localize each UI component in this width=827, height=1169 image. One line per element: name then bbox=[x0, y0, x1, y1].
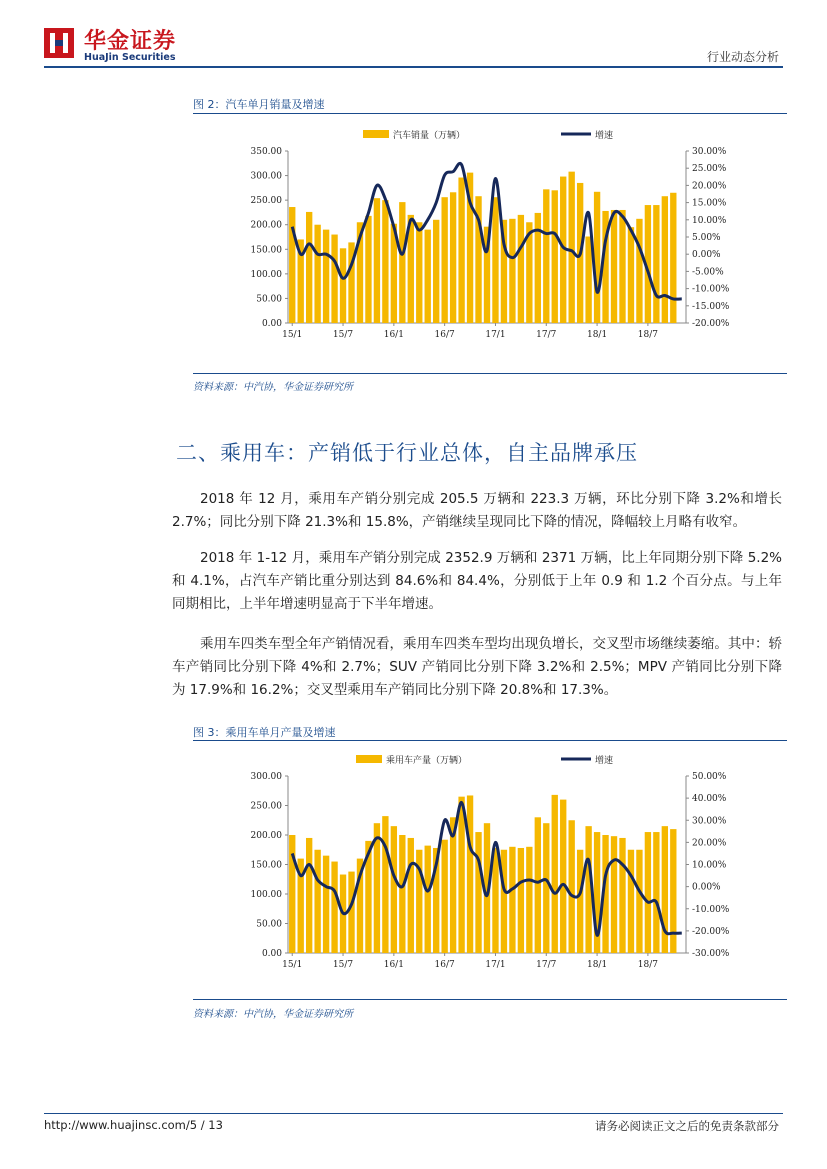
y-right-tick-label: 25.00% bbox=[692, 164, 727, 175]
bar bbox=[314, 850, 320, 953]
bar bbox=[348, 872, 354, 953]
bar bbox=[636, 219, 642, 323]
footer-url-link[interactable]: http://www.huajinsc.com/5 / 13 bbox=[44, 1118, 223, 1132]
bar bbox=[645, 832, 651, 953]
legend-label: 汽车销量（万辆） bbox=[393, 131, 466, 141]
bar bbox=[340, 248, 346, 323]
bar bbox=[518, 215, 524, 323]
brand-name-cn: 华金证券 bbox=[84, 29, 177, 54]
figure2-source-rule bbox=[193, 373, 787, 374]
bar bbox=[374, 198, 380, 323]
bar bbox=[569, 172, 575, 323]
bar bbox=[628, 850, 634, 953]
bar bbox=[569, 820, 575, 953]
y-left-tick-label: 250.00 bbox=[250, 801, 282, 812]
bar bbox=[289, 835, 295, 953]
footer-disclaimer: 请务必阅读正文之后的免责条款部分 bbox=[595, 1119, 779, 1133]
bar bbox=[501, 850, 507, 953]
y-right-tick-label: 20.00% bbox=[692, 838, 727, 849]
bar bbox=[552, 795, 558, 953]
y-left-tick-label: 0.00 bbox=[261, 319, 282, 329]
y-left-tick-label: 250.00 bbox=[250, 196, 282, 207]
legend-label: 增速 bbox=[595, 131, 614, 141]
y-right-tick-label: 20.00% bbox=[692, 181, 727, 192]
y-right-tick-label: -20.00% bbox=[692, 319, 730, 329]
legend-bar-swatch bbox=[363, 130, 389, 138]
y-right-tick-label: 10.00% bbox=[692, 860, 727, 871]
bar bbox=[441, 840, 447, 953]
bar bbox=[526, 847, 532, 953]
bar bbox=[518, 848, 524, 953]
y-right-tick-label: 0.00% bbox=[692, 250, 721, 261]
bar bbox=[382, 816, 388, 953]
bar bbox=[543, 189, 549, 323]
bar bbox=[314, 225, 320, 323]
y-left-tick-label: 300.00 bbox=[250, 171, 282, 182]
y-right-tick-label: 50.00% bbox=[692, 772, 727, 782]
bar bbox=[509, 219, 515, 323]
doc-type-label: 行业动态分析 bbox=[706, 50, 779, 64]
legend-label: 增速 bbox=[595, 756, 614, 766]
y-right-tick-label: -30.00% bbox=[692, 949, 730, 959]
bar bbox=[670, 193, 676, 323]
paragraph-2: 2018 年 1-12 月，乘用车产销分别完成 2352.9 万辆和 2371 万辆，比上年同期分别下降 5.2%和 4.1%，占汽车产销比重分别达到 84.6%和 84.4%，分别低于上年 0.9 和 1.2 个百分点。与上年同期相比，上半年增速明显高于下半年增速。 bbox=[172, 550, 782, 612]
bar bbox=[611, 210, 617, 323]
bar bbox=[408, 838, 414, 953]
bar bbox=[458, 797, 464, 953]
bar bbox=[365, 216, 371, 323]
y-right-tick-label: -20.00% bbox=[692, 926, 730, 937]
bar bbox=[628, 227, 634, 323]
y-left-tick-label: 0.00 bbox=[261, 949, 282, 959]
figure2-chart bbox=[193, 122, 787, 354]
bar bbox=[450, 817, 456, 953]
y-left-tick-label: 350.00 bbox=[250, 147, 282, 157]
figure3-source: 资料来源：中汽协，华金证券研究所 bbox=[193, 1009, 353, 1020]
paragraph-3: 乘用车四类车型全年产销情况看，乘用车四类车型均出现负增长，交叉型市场继续萎缩。其中：轿车产销同比分别下降 4%和 2.7%；SUV 产销同比分别下降 3.2%和 2.5%；MPV 产销同比分别下降为 17.9%和 16.2%；交叉型乘用车产销同比分别下降 20.8%和 17.3%。 bbox=[172, 636, 782, 698]
bar bbox=[619, 210, 625, 323]
bar bbox=[425, 230, 431, 323]
bar bbox=[662, 196, 668, 323]
bar bbox=[467, 795, 473, 953]
huajin-logo-icon bbox=[44, 28, 74, 58]
x-tick-label: 15/7 bbox=[332, 960, 354, 970]
x-tick-label: 16/1 bbox=[383, 960, 404, 970]
bar bbox=[458, 178, 464, 323]
x-tick-label: 16/7 bbox=[434, 330, 455, 340]
y-right-tick-label: 10.00% bbox=[692, 215, 727, 226]
y-left-tick-label: 100.00 bbox=[250, 269, 282, 280]
bar bbox=[323, 230, 329, 323]
y-right-tick-label: -15.00% bbox=[692, 301, 730, 312]
bar bbox=[636, 850, 642, 953]
y-right-tick-label: 40.00% bbox=[692, 794, 727, 805]
y-right-tick-label: 0.00% bbox=[692, 882, 721, 893]
figure2-caption-rule bbox=[193, 113, 787, 114]
bar bbox=[653, 205, 659, 323]
y-right-tick-label: -5.00% bbox=[692, 267, 724, 278]
section-title: 二、乘用车：产销低于行业总体，自主品牌承压 bbox=[176, 441, 638, 465]
x-tick-label: 17/7 bbox=[536, 330, 557, 340]
bar bbox=[475, 832, 481, 953]
brand-name-en: HuaJin Securities bbox=[84, 52, 176, 63]
x-tick-label: 17/1 bbox=[485, 960, 506, 970]
x-tick-label: 17/7 bbox=[536, 960, 557, 970]
x-tick-label: 15/7 bbox=[332, 330, 354, 340]
paragraph-1: 2018 年 12 月，乘用车产销分别完成 205.5 万辆和 223.3 万辆，环比分别下降 3.2%和增长 2.7%；同比分别下降 21.3%和 15.8%，产销继续呈现同比下降的情况，降幅较上月略有收窄。 bbox=[172, 491, 782, 530]
x-tick-label: 16/1 bbox=[383, 330, 404, 340]
y-left-tick-label: 200.00 bbox=[250, 220, 282, 231]
x-tick-label: 18/7 bbox=[637, 330, 659, 340]
x-tick-label: 15/1 bbox=[282, 330, 303, 340]
bar bbox=[535, 817, 541, 953]
bar bbox=[399, 202, 405, 323]
figure3-source-rule bbox=[193, 999, 787, 1000]
y-right-tick-label: -10.00% bbox=[692, 904, 730, 915]
figure3-chart bbox=[193, 748, 787, 978]
y-right-tick-label: 30.00% bbox=[692, 147, 727, 157]
y-left-tick-label: 150.00 bbox=[250, 860, 282, 871]
figure3-caption: 图 3：乘用车单月产量及增速 bbox=[193, 726, 336, 739]
bar bbox=[577, 850, 583, 953]
header-divider bbox=[44, 66, 783, 68]
bar bbox=[289, 207, 295, 323]
bar bbox=[306, 838, 312, 953]
legend-label: 乘用车产量（万辆） bbox=[386, 756, 468, 766]
x-tick-label: 16/7 bbox=[434, 960, 455, 970]
bar bbox=[391, 826, 397, 953]
bar bbox=[331, 235, 337, 323]
bar bbox=[611, 836, 617, 953]
bar bbox=[509, 847, 515, 953]
bar bbox=[399, 835, 405, 953]
bar bbox=[552, 190, 558, 323]
footer-divider bbox=[44, 1113, 783, 1114]
x-tick-label: 18/7 bbox=[637, 960, 659, 970]
figure2-source: 资料来源：中汽协，华金证券研究所 bbox=[193, 382, 353, 393]
legend-bar-swatch bbox=[356, 755, 382, 763]
x-tick-label: 18/1 bbox=[586, 330, 608, 340]
bar bbox=[331, 862, 337, 953]
y-left-tick-label: 300.00 bbox=[250, 772, 282, 782]
bar bbox=[594, 192, 600, 323]
bar bbox=[450, 192, 456, 323]
bar bbox=[323, 856, 329, 953]
figure3-caption-rule bbox=[193, 740, 787, 741]
y-right-tick-label: 5.00% bbox=[692, 233, 721, 243]
bar bbox=[560, 800, 566, 953]
bar bbox=[441, 197, 447, 323]
bar bbox=[619, 838, 625, 953]
bar bbox=[543, 823, 549, 953]
y-left-tick-label: 50.00 bbox=[256, 919, 282, 930]
bar bbox=[425, 846, 431, 953]
bar bbox=[585, 237, 591, 323]
y-left-tick-label: 200.00 bbox=[250, 831, 282, 841]
y-right-tick-label: 15.00% bbox=[692, 198, 727, 209]
y-left-tick-label: 150.00 bbox=[250, 245, 282, 256]
y-right-tick-label: -10.00% bbox=[692, 284, 730, 295]
bar bbox=[382, 200, 388, 323]
bar bbox=[433, 220, 439, 323]
bar bbox=[306, 212, 312, 323]
bar bbox=[492, 197, 498, 323]
bar bbox=[653, 832, 659, 953]
x-tick-label: 18/1 bbox=[586, 960, 608, 970]
x-tick-label: 15/1 bbox=[282, 960, 303, 970]
y-left-tick-label: 50.00 bbox=[256, 294, 282, 305]
bar bbox=[416, 222, 422, 323]
figure2-caption: 图 2：汽车单月销量及增速 bbox=[193, 98, 325, 111]
y-right-tick-label: 30.00% bbox=[692, 816, 727, 827]
y-left-tick-label: 100.00 bbox=[250, 890, 282, 900]
x-tick-label: 17/1 bbox=[485, 330, 506, 340]
